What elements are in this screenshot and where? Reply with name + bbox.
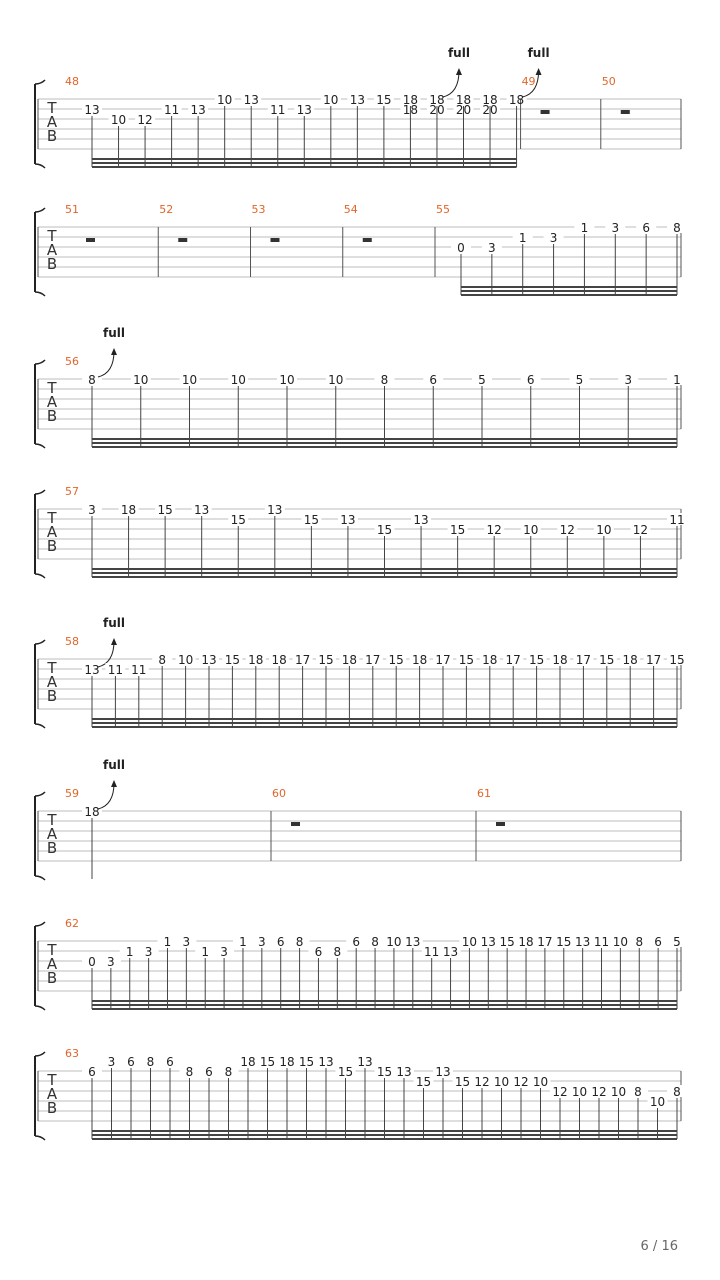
bracket-curl — [35, 792, 45, 796]
fret-number: 12 — [474, 1075, 490, 1089]
tab-clef-letter: T — [47, 509, 57, 527]
tab-clef-letter: A — [46, 955, 58, 973]
bend-arrowhead — [536, 68, 542, 75]
fret-number: 3 — [182, 935, 191, 949]
fret-number: 10 — [386, 935, 402, 949]
fret-number: 1 — [163, 935, 172, 949]
fret-number: 8 — [224, 1065, 233, 1079]
tab-clef-letter: A — [46, 825, 58, 843]
fret-number: 1 — [580, 221, 589, 235]
fret-number: 10 — [217, 93, 233, 107]
fret-number: 3 — [88, 503, 96, 517]
fret-number: 11 — [424, 945, 440, 959]
whole-rest — [541, 110, 550, 114]
fret-number: 15 — [388, 653, 404, 667]
fret-number: 8 — [158, 653, 167, 667]
fret-number: 18 — [455, 93, 472, 107]
fret-number: 15 — [259, 1055, 276, 1069]
bracket-curl — [35, 292, 45, 296]
fret-number: 10 — [323, 93, 339, 107]
fret-number: 6 — [352, 935, 361, 949]
fret-number: 11 — [107, 663, 124, 677]
bend-arrowhead — [111, 348, 117, 355]
fret-number: 15 — [298, 1055, 315, 1069]
measure-number: 57 — [65, 485, 79, 498]
fret-number: 10 — [110, 113, 127, 127]
fret-number: 13 — [349, 93, 365, 107]
fret-number: 13 — [396, 1065, 412, 1079]
fret-number: 5 — [478, 373, 486, 387]
fret-number: 20 — [455, 103, 472, 117]
whole-rest — [271, 238, 280, 242]
fret-number: 15 — [556, 935, 572, 949]
fret-number: 13 — [340, 513, 356, 527]
bracket-curl — [35, 1006, 45, 1010]
fret-number: 10 — [649, 1095, 666, 1109]
tab-clef-letter: A — [46, 673, 58, 691]
fret-number: 8 — [295, 935, 304, 949]
fret-number: 18 — [402, 103, 419, 117]
fret-number: 10 — [177, 653, 194, 667]
fret-number: 6 — [88, 1065, 96, 1079]
tab-clef-letter: T — [47, 941, 57, 959]
fret-number: 1 — [125, 945, 134, 959]
fret-number: 3 — [624, 373, 633, 387]
fret-number: 18 — [429, 93, 445, 107]
tab-system — [35, 780, 681, 880]
fret-number: 13 — [357, 1055, 373, 1069]
fret-number: 3 — [107, 955, 115, 969]
fret-number: 13 — [84, 103, 100, 117]
measure-number: 62 — [65, 917, 79, 930]
fret-number: 18 — [508, 93, 525, 107]
fret-number: 6 — [166, 1055, 174, 1069]
fret-number: 10 — [571, 1085, 588, 1099]
fret-number: 8 — [371, 935, 379, 949]
fret-number: 0 — [457, 241, 465, 255]
fret-number: 10 — [328, 373, 344, 387]
bracket-curl — [35, 922, 45, 926]
measure-number: 55 — [436, 203, 450, 216]
fret-number: 3 — [258, 935, 266, 949]
fret-number: 18 — [411, 653, 428, 667]
fret-number: 10 — [461, 935, 478, 949]
fret-number: 8 — [88, 373, 96, 387]
fret-number: 15 — [599, 653, 615, 667]
fret-number: 15 — [376, 523, 393, 537]
fret-number: 6 — [642, 221, 650, 235]
fret-number: 8 — [333, 945, 342, 959]
fret-number: 10 — [596, 523, 612, 537]
tab-clef-letter: T — [47, 1071, 57, 1089]
whole-rest — [496, 822, 505, 826]
measure-number: 63 — [65, 1047, 79, 1060]
fret-number: 10 — [612, 935, 629, 949]
tab-clef-letter: T — [47, 811, 57, 829]
fret-number: 18 — [518, 935, 534, 949]
fret-number: 20 — [482, 103, 498, 117]
fret-number: 10 — [230, 373, 246, 387]
bend-arrowhead — [111, 638, 117, 645]
tab-clef-letter: T — [47, 659, 57, 677]
fret-number: 0 — [88, 955, 96, 969]
bracket-curl — [35, 1136, 45, 1140]
bracket-curl — [35, 490, 45, 494]
measure-number: 59 — [65, 787, 79, 800]
whole-rest — [363, 238, 372, 242]
fret-number: 6 — [526, 373, 535, 387]
tab-clef-letter: A — [46, 241, 58, 259]
tab-clef-letter: B — [46, 687, 58, 705]
whole-rest — [291, 822, 300, 826]
fret-number: 3 — [488, 241, 496, 255]
whole-rest — [621, 110, 630, 114]
measure-number: 61 — [477, 787, 491, 800]
fret-number: 17 — [645, 653, 662, 667]
fret-number: 17 — [435, 653, 451, 667]
tab-clef-letter: B — [46, 127, 58, 145]
fret-number: 10 — [493, 1075, 510, 1089]
bracket-curl — [35, 208, 45, 212]
fret-number: 15 — [318, 653, 334, 667]
measure-number: 48 — [65, 75, 79, 88]
fret-number: 12 — [591, 1085, 607, 1099]
tab-clef-letter: A — [46, 523, 58, 541]
measure-number: 56 — [65, 355, 79, 368]
fret-number: 18 — [279, 1055, 295, 1069]
measure-number: 49 — [521, 75, 536, 88]
fret-number: 6 — [429, 373, 438, 387]
fret-number: 15 — [376, 1065, 393, 1079]
fret-number: 8 — [635, 935, 644, 949]
fret-number: 12 — [632, 523, 649, 537]
fret-number: 17 — [505, 653, 521, 667]
fret-number: 18 — [240, 1055, 256, 1069]
fret-number: 13 — [318, 1055, 334, 1069]
measure-number: 60 — [272, 787, 286, 800]
fret-number: 13 — [84, 663, 100, 677]
tab-clef-letter: B — [46, 839, 58, 857]
fret-number: 8 — [185, 1065, 194, 1079]
fret-number: 1 — [673, 373, 681, 387]
fret-number: 6 — [314, 945, 323, 959]
bracket-curl — [35, 724, 45, 728]
tab-clef-letter: B — [46, 407, 58, 425]
fret-number: 13 — [575, 935, 591, 949]
fret-number: 18 — [482, 93, 498, 107]
fret-number: 12 — [552, 1085, 568, 1099]
fret-number: 5 — [575, 373, 584, 387]
fret-number: 18 — [622, 653, 638, 667]
fret-number: 3 — [549, 231, 558, 245]
bend-arrowhead — [111, 780, 117, 787]
bracket-curl — [35, 876, 45, 880]
tab-system — [35, 208, 687, 296]
fret-number: 18 — [341, 653, 358, 667]
fret-number: 18 — [120, 503, 137, 517]
fret-number: 3 — [107, 1055, 116, 1069]
bracket-curl — [35, 444, 45, 448]
bend-label: full — [103, 326, 125, 340]
fret-number: 10 — [532, 1075, 549, 1089]
fret-number: 11 — [669, 513, 685, 527]
fret-number: 6 — [127, 1055, 135, 1069]
whole-rest — [86, 238, 95, 242]
fret-number: 15 — [157, 503, 173, 517]
bend-label: full — [447, 46, 470, 60]
fret-number: 15 — [669, 653, 685, 667]
tab-clef-letter: A — [46, 113, 58, 131]
fret-number: 6 — [205, 1065, 213, 1079]
measure-number: 53 — [251, 203, 266, 216]
fret-number: 12 — [559, 523, 575, 537]
fret-number: 3 — [144, 945, 153, 959]
bracket-curl — [35, 574, 45, 578]
tab-clef-letter: B — [46, 1099, 58, 1117]
bracket-curl — [35, 80, 45, 84]
fret-number: 8 — [634, 1085, 642, 1099]
fret-number: 12 — [513, 1075, 529, 1089]
fret-number: 8 — [673, 221, 681, 235]
fret-number: 15 — [376, 93, 392, 107]
fret-number: 10 — [279, 373, 295, 387]
bracket-curl — [35, 164, 45, 168]
fret-number: 18 — [552, 653, 568, 667]
fret-number: 13 — [413, 513, 429, 527]
fret-number: 17 — [537, 935, 553, 949]
fret-number: 8 — [380, 373, 389, 387]
fret-number: 10 — [181, 373, 198, 387]
fret-number: 15 — [454, 1075, 471, 1089]
fret-number: 5 — [673, 935, 681, 949]
fret-number: 13 — [405, 935, 421, 949]
fret-number: 13 — [480, 935, 496, 949]
tab-system — [35, 68, 681, 168]
fret-number: 20 — [429, 103, 445, 117]
fret-number: 12 — [486, 523, 502, 537]
fret-number: 13 — [267, 503, 283, 517]
fret-number: 15 — [499, 935, 515, 949]
bracket-curl — [35, 1052, 45, 1056]
fret-number: 6 — [276, 935, 285, 949]
fret-number: 15 — [458, 653, 475, 667]
fret-number: 11 — [131, 663, 147, 677]
measure-number: 54 — [343, 203, 358, 216]
tab-clef-letter: T — [47, 379, 57, 397]
measure-number: 50 — [601, 75, 616, 88]
fret-number: 10 — [610, 1085, 627, 1099]
fret-number: 18 — [482, 653, 498, 667]
tab-system — [35, 638, 687, 728]
fret-number: 13 — [194, 503, 210, 517]
bracket-curl — [35, 640, 45, 644]
fret-number: 15 — [230, 513, 246, 527]
tab-clef-letter: A — [46, 393, 58, 411]
fret-number: 15 — [528, 653, 545, 667]
fret-number: 10 — [133, 373, 149, 387]
fret-number: 18 — [84, 805, 100, 819]
tab-clef-letter: T — [47, 227, 57, 245]
fret-number: 11 — [593, 935, 610, 949]
fret-number: 1 — [518, 231, 527, 245]
fret-number: 15 — [303, 513, 320, 527]
tab-clef-letter: B — [46, 537, 58, 555]
fret-number: 13 — [435, 1065, 451, 1079]
fret-number: 10 — [523, 523, 539, 537]
fret-number: 15 — [337, 1065, 354, 1079]
bracket-curl — [35, 360, 45, 364]
tab-system — [35, 348, 687, 448]
bend-label: full — [527, 46, 550, 60]
fret-number: 1 — [201, 945, 210, 959]
bend-label: full — [103, 758, 125, 772]
fret-number: 13 — [201, 653, 217, 667]
fret-number: 8 — [673, 1085, 681, 1099]
bend-label: full — [103, 616, 125, 630]
fret-number: 13 — [442, 945, 459, 959]
fret-number: 17 — [575, 653, 592, 667]
fret-number: 17 — [294, 653, 311, 667]
fret-number: 18 — [248, 653, 264, 667]
fret-number: 8 — [146, 1055, 155, 1069]
fret-number: 1 — [239, 935, 247, 949]
tab-clef-letter: B — [46, 969, 58, 987]
fret-number: 6 — [654, 935, 662, 949]
fret-number: 11 — [270, 103, 286, 117]
fret-number: 15 — [415, 1075, 432, 1089]
fret-number: 15 — [449, 523, 466, 537]
measure-number: 51 — [65, 203, 79, 216]
tab-clef-letter: A — [46, 1085, 58, 1103]
fret-number: 12 — [137, 113, 153, 127]
fret-number: 3 — [220, 945, 228, 959]
measure-number: 52 — [159, 203, 174, 216]
measure-number: 58 — [65, 635, 79, 648]
fret-number: 18 — [402, 93, 419, 107]
fret-number: 13 — [296, 103, 312, 117]
page-number: 6 / 16 — [640, 1239, 678, 1254]
fret-number: 11 — [163, 103, 180, 117]
tab-clef-letter: B — [46, 255, 58, 273]
fret-number: 15 — [224, 653, 241, 667]
fret-number: 3 — [611, 221, 620, 235]
fret-number: 18 — [271, 653, 287, 667]
tab-clef-letter: T — [47, 99, 57, 117]
whole-rest — [178, 238, 187, 242]
fret-number: 13 — [190, 103, 206, 117]
bend-arrowhead — [456, 68, 462, 75]
fret-number: 13 — [243, 93, 259, 107]
fret-number: 17 — [365, 653, 381, 667]
